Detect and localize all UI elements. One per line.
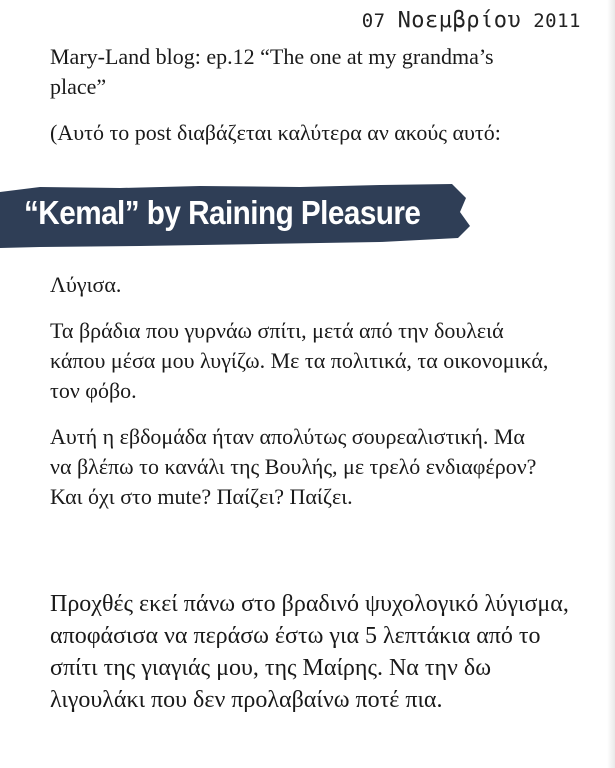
paragraph-3: Αυτή η εβδομάδα ήταν απολύτως σουρεαλιστική. Μα να βλέπω το κανάλι της Βουλής, με τρελό ενδιαφέρον? Και όχι στο mute? Παίζει? Παίζει. — [50, 424, 537, 509]
paragraph-4: Προχθές εκεί πάνω στο βραδινό ψυχολογικό λύγισμα, αποφάσισα να περάσω έστω για 5 λεπτάκια από το σπίτι της γιαγιάς μου, της Μαίρης. Να την δω λιγουλάκι που δεν προλαβαίνω ποτέ πια. — [50, 591, 569, 713]
date-year: 2011 — [533, 10, 581, 32]
date-day: 07 — [361, 10, 386, 32]
paragraph-1: Λύγισα. — [50, 272, 122, 297]
paragraph-2: Τα βράδια που γυρνάω σπίτι, μετά από την δουλειά κάπου μέσα μου λυγίζω. Με τα πολιτικά, τα οικονομικά, τον φόβο. — [50, 318, 549, 403]
date-month: Νοεμβρίου — [397, 8, 522, 33]
post-date — [362, 8, 581, 33]
song-link[interactable]: “Kemal” by Raining Pleasure — [24, 194, 421, 231]
post-intro: (Αυτό το post διαβάζεται καλύτερα αν ακούς αυτό: — [50, 120, 501, 145]
post-title: Mary-Land blog: ep.12 “The one at my grandma’s place” — [50, 44, 494, 99]
song-banner[interactable] — [0, 184, 472, 248]
page-edge — [607, 0, 615, 768]
